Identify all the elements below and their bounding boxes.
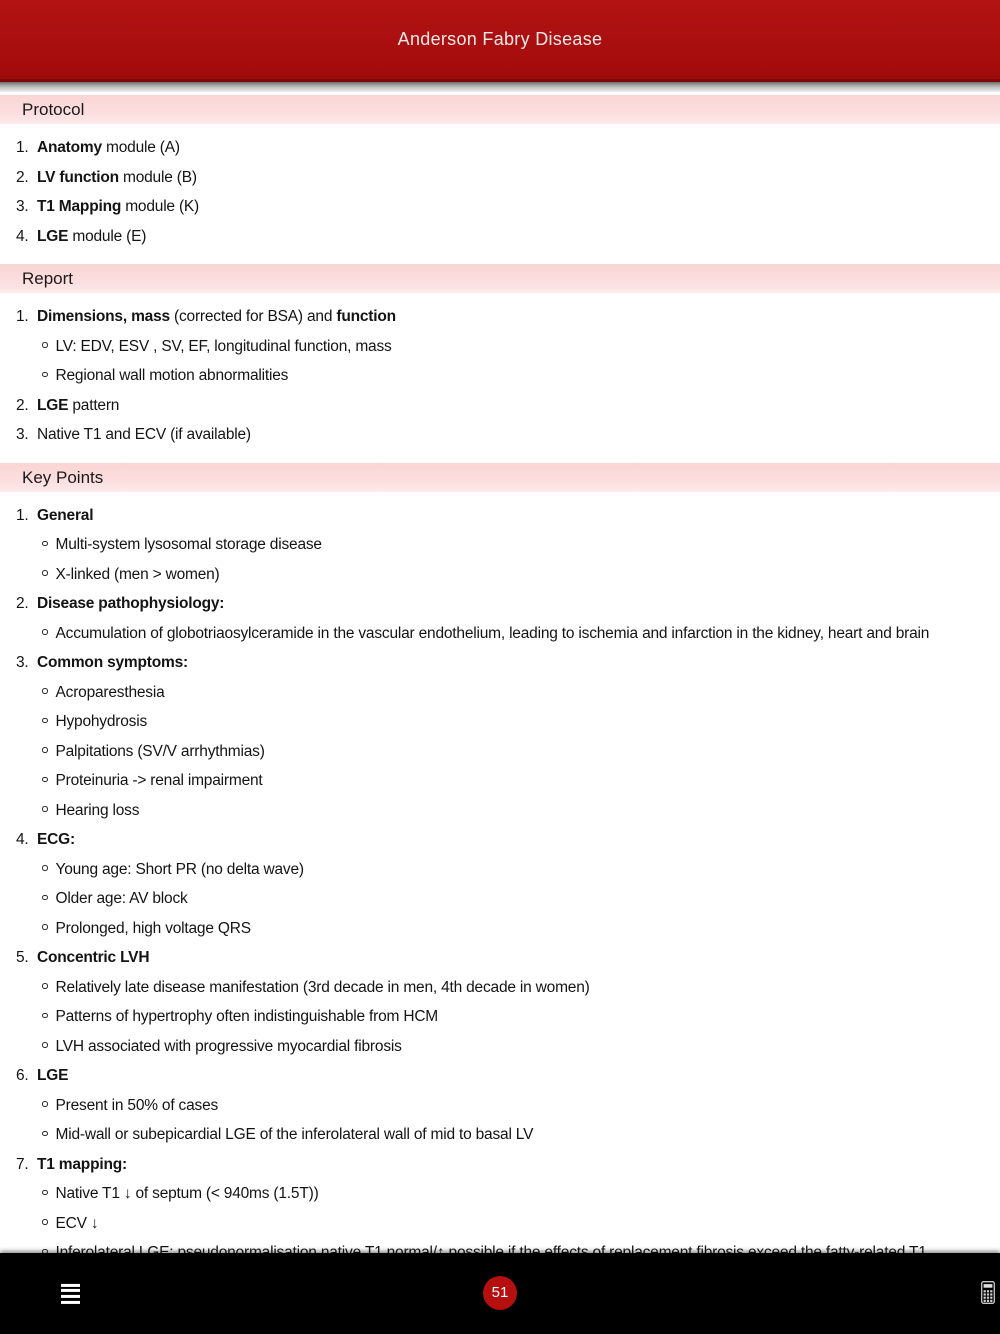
item-text — [37, 302, 396, 332]
list-item-row — [16, 163, 988, 193]
menu-icon-bar — [61, 1300, 80, 1303]
sub-list — [16, 678, 988, 826]
list-item — [16, 133, 988, 163]
list-item-row — [16, 133, 988, 163]
item-text-bold: Common symptoms: — [37, 654, 188, 671]
sub-item-text: Multi-system lysosomal storage disease — [55, 536, 322, 553]
list-item-row — [16, 501, 988, 531]
item-text-bold: LGE — [37, 227, 69, 245]
page-title: Anderson Fabry Disease — [397, 29, 603, 49]
item-text-bold: T1 mapping: — [37, 1155, 127, 1173]
sub-list-item — [42, 1120, 988, 1150]
circle-bullet-icon — [42, 1013, 48, 1019]
sub-list-item — [42, 796, 988, 826]
bottom-toolbar — [0, 1253, 1000, 1334]
item-number: 2. — [16, 396, 29, 414]
sub-item-text: Prolonged, high voltage QRS — [55, 919, 251, 937]
item-number: 5. — [16, 949, 29, 966]
item-text — [37, 391, 119, 421]
sub-item-text: ECV ↓ — [55, 1214, 99, 1232]
circle-bullet-icon — [42, 342, 48, 348]
circle-bullet-icon — [42, 718, 48, 724]
list-item — [16, 420, 988, 450]
sub-item-text: Young age: Short PR (no delta wave) — [55, 860, 304, 878]
page-indicator[interactable] — [483, 1275, 517, 1309]
list-item-row — [16, 648, 988, 678]
sub-list — [16, 1091, 988, 1150]
item-text-bold: General — [37, 506, 94, 524]
item-number: 6. — [16, 1067, 29, 1084]
sub-item-text: Relatively late disease manifestation (3rd decade in men, 4th decade in women) — [55, 978, 590, 996]
item-text-run: (corrected for BSA) and — [169, 308, 337, 325]
item-number: 1. — [16, 139, 29, 156]
sub-list-item — [42, 361, 988, 391]
item-text-run: pattern — [68, 396, 120, 414]
item-text-bold: Anatomy — [37, 139, 102, 156]
item-text — [37, 1061, 68, 1091]
title-bar — [0, 0, 1000, 82]
item-number: 4. — [16, 227, 29, 245]
circle-bullet-icon — [42, 1219, 48, 1225]
menu-icon-bar — [61, 1295, 80, 1298]
item-text-run: Native T1 and ECV (if available) — [37, 426, 251, 443]
sub-list — [16, 530, 988, 589]
item-text-bold: Concentric LVH — [37, 949, 150, 966]
circle-bullet-icon — [42, 629, 48, 635]
item-text-run: module (K) — [121, 198, 200, 215]
sub-list — [16, 619, 988, 649]
sub-item-text: LV: EDV, ESV , SV, EF, longitudinal function, mass — [55, 337, 392, 355]
header-shadow — [0, 82, 1000, 92]
circle-bullet-icon — [42, 570, 48, 576]
item-text-run: module (E) — [68, 227, 147, 245]
item-text — [37, 192, 199, 222]
circle-bullet-icon — [42, 983, 48, 989]
list-item-row — [16, 222, 988, 252]
item-number: 1. — [16, 506, 29, 524]
section-list-report — [0, 293, 1000, 463]
section-header-key-points: Key Points — [0, 463, 1000, 492]
sub-item-text: Acroparesthesia — [55, 683, 165, 701]
list-item — [16, 589, 988, 648]
sub-list-item — [42, 1032, 988, 1062]
sub-list-item — [42, 737, 988, 767]
list-item — [16, 222, 988, 252]
section-header-protocol: Protocol — [0, 95, 1000, 124]
circle-bullet-icon — [42, 1101, 48, 1107]
item-text-bold: Disease pathophysiology: — [37, 595, 225, 612]
item-text-bold: LV function — [37, 168, 119, 186]
list-item-row — [16, 1150, 988, 1180]
circle-bullet-icon — [42, 688, 48, 694]
section-list-key-points — [0, 492, 1000, 1281]
circle-bullet-icon — [42, 806, 48, 812]
sub-list — [16, 332, 988, 391]
item-text-bold: function — [336, 308, 396, 325]
item-number: 7. — [16, 1155, 29, 1173]
sub-item-text: Palpitations (SV/V arrhythmias) — [55, 742, 265, 760]
circle-bullet-icon — [42, 541, 48, 547]
sub-item-text: X-linked (men > women) — [55, 565, 220, 583]
item-text-bold: Dimensions, mass — [37, 308, 170, 325]
list-item-row — [16, 192, 988, 222]
list-item — [16, 163, 988, 193]
circle-bullet-icon — [42, 1042, 48, 1048]
sub-list-item — [42, 884, 988, 914]
sub-item-text: Hypohydrosis — [55, 713, 148, 730]
item-text — [37, 943, 149, 973]
item-text — [37, 648, 188, 678]
item-number: 3. — [16, 426, 29, 443]
sub-item-text: Hearing loss — [55, 801, 140, 819]
item-number: 1. — [16, 308, 29, 325]
list-item-row — [16, 420, 988, 450]
list-item — [16, 1150, 988, 1268]
sub-list-item — [42, 973, 988, 1003]
item-text-run: module (B) — [118, 168, 197, 186]
circle-bullet-icon — [42, 865, 48, 871]
sub-item-text: LVH associated with progressive myocardial fibrosis — [55, 1037, 402, 1055]
list-item — [16, 501, 988, 590]
item-text-bold: LGE — [37, 396, 69, 414]
sub-item-text: Patterns of hypertrophy often indistinguishable from HCM — [55, 1008, 439, 1025]
list-item-row — [16, 589, 988, 619]
list-item-row — [16, 1061, 988, 1091]
sub-item-text: Proteinuria -> renal impairment — [55, 772, 263, 789]
sub-list-item — [42, 707, 988, 737]
item-number: 3. — [16, 198, 29, 215]
item-text-bold: LGE — [37, 1067, 69, 1084]
section-list-protocol — [0, 124, 1000, 264]
list-item — [16, 391, 988, 421]
sub-item-text: Accumulation of globotriaosylceramide in the vascular endothelium, leading to ischemia and infarction in the kidney, heart and brain — [55, 624, 930, 642]
sub-list-item — [42, 1209, 988, 1239]
item-text — [37, 133, 180, 163]
contents-menu-button[interactable] — [61, 1283, 80, 1303]
sub-item-text: Native T1 ↓ of septum (< 940ms (1.5T)) — [55, 1185, 319, 1202]
item-number: 2. — [16, 595, 29, 612]
sub-list-item — [42, 766, 988, 796]
sub-list-item — [42, 530, 988, 560]
circle-bullet-icon — [42, 1190, 48, 1196]
calculator-icon — [981, 1281, 995, 1304]
sub-list-item — [42, 560, 988, 590]
item-text-bold: ECG: — [37, 831, 75, 848]
item-number: 2. — [16, 168, 29, 186]
item-text — [37, 420, 251, 450]
list-item — [16, 648, 988, 825]
item-text — [37, 222, 146, 252]
circle-bullet-icon — [42, 777, 48, 783]
item-text — [37, 589, 224, 619]
circle-bullet-icon — [42, 924, 48, 930]
sub-item-text: Older age: AV block — [55, 890, 188, 907]
list-item-row — [16, 825, 988, 855]
page-number: 51 — [491, 1283, 509, 1301]
circle-bullet-icon — [42, 1131, 48, 1137]
item-text — [37, 1150, 127, 1180]
sub-list-item — [42, 619, 988, 649]
list-item-row — [16, 391, 988, 421]
item-text — [37, 825, 75, 855]
content-scroll-area[interactable] — [0, 95, 1000, 1334]
item-number: 4. — [16, 831, 29, 848]
list-item-row — [16, 943, 988, 973]
list-menu-icon — [61, 1283, 80, 1303]
list-item — [16, 825, 988, 943]
sub-list — [16, 973, 988, 1062]
sub-list-item — [42, 1002, 988, 1032]
sub-item-text: Present in 50% of cases — [55, 1096, 219, 1114]
item-text — [37, 163, 197, 193]
menu-icon-bar — [61, 1283, 80, 1286]
sub-list-item — [42, 855, 988, 885]
sub-list-item — [42, 678, 988, 708]
sub-list — [16, 855, 988, 944]
list-item-row — [16, 302, 988, 332]
item-text-bold: T1 Mapping — [37, 198, 122, 215]
menu-icon-bar — [61, 1289, 80, 1292]
calculator-button[interactable] — [981, 1281, 995, 1307]
sub-list-item — [42, 332, 988, 362]
list-item — [16, 192, 988, 222]
list-item — [16, 302, 988, 391]
item-text — [37, 501, 93, 531]
sub-list-item — [42, 1091, 988, 1121]
sub-list-item — [42, 914, 988, 944]
section-header-report: Report — [0, 264, 1000, 293]
sub-list-item — [42, 1179, 988, 1209]
circle-bullet-icon — [42, 895, 48, 901]
list-item — [16, 943, 988, 1061]
list-item — [16, 1061, 988, 1150]
item-number: 3. — [16, 654, 29, 671]
sub-item-text: Mid-wall or subepicardial LGE of the inferolateral wall of mid to basal LV — [55, 1126, 534, 1143]
circle-bullet-icon — [42, 747, 48, 753]
sub-item-text: Regional wall motion abnormalities — [55, 367, 289, 384]
circle-bullet-icon — [42, 372, 48, 378]
item-text-run: module (A) — [101, 139, 180, 156]
